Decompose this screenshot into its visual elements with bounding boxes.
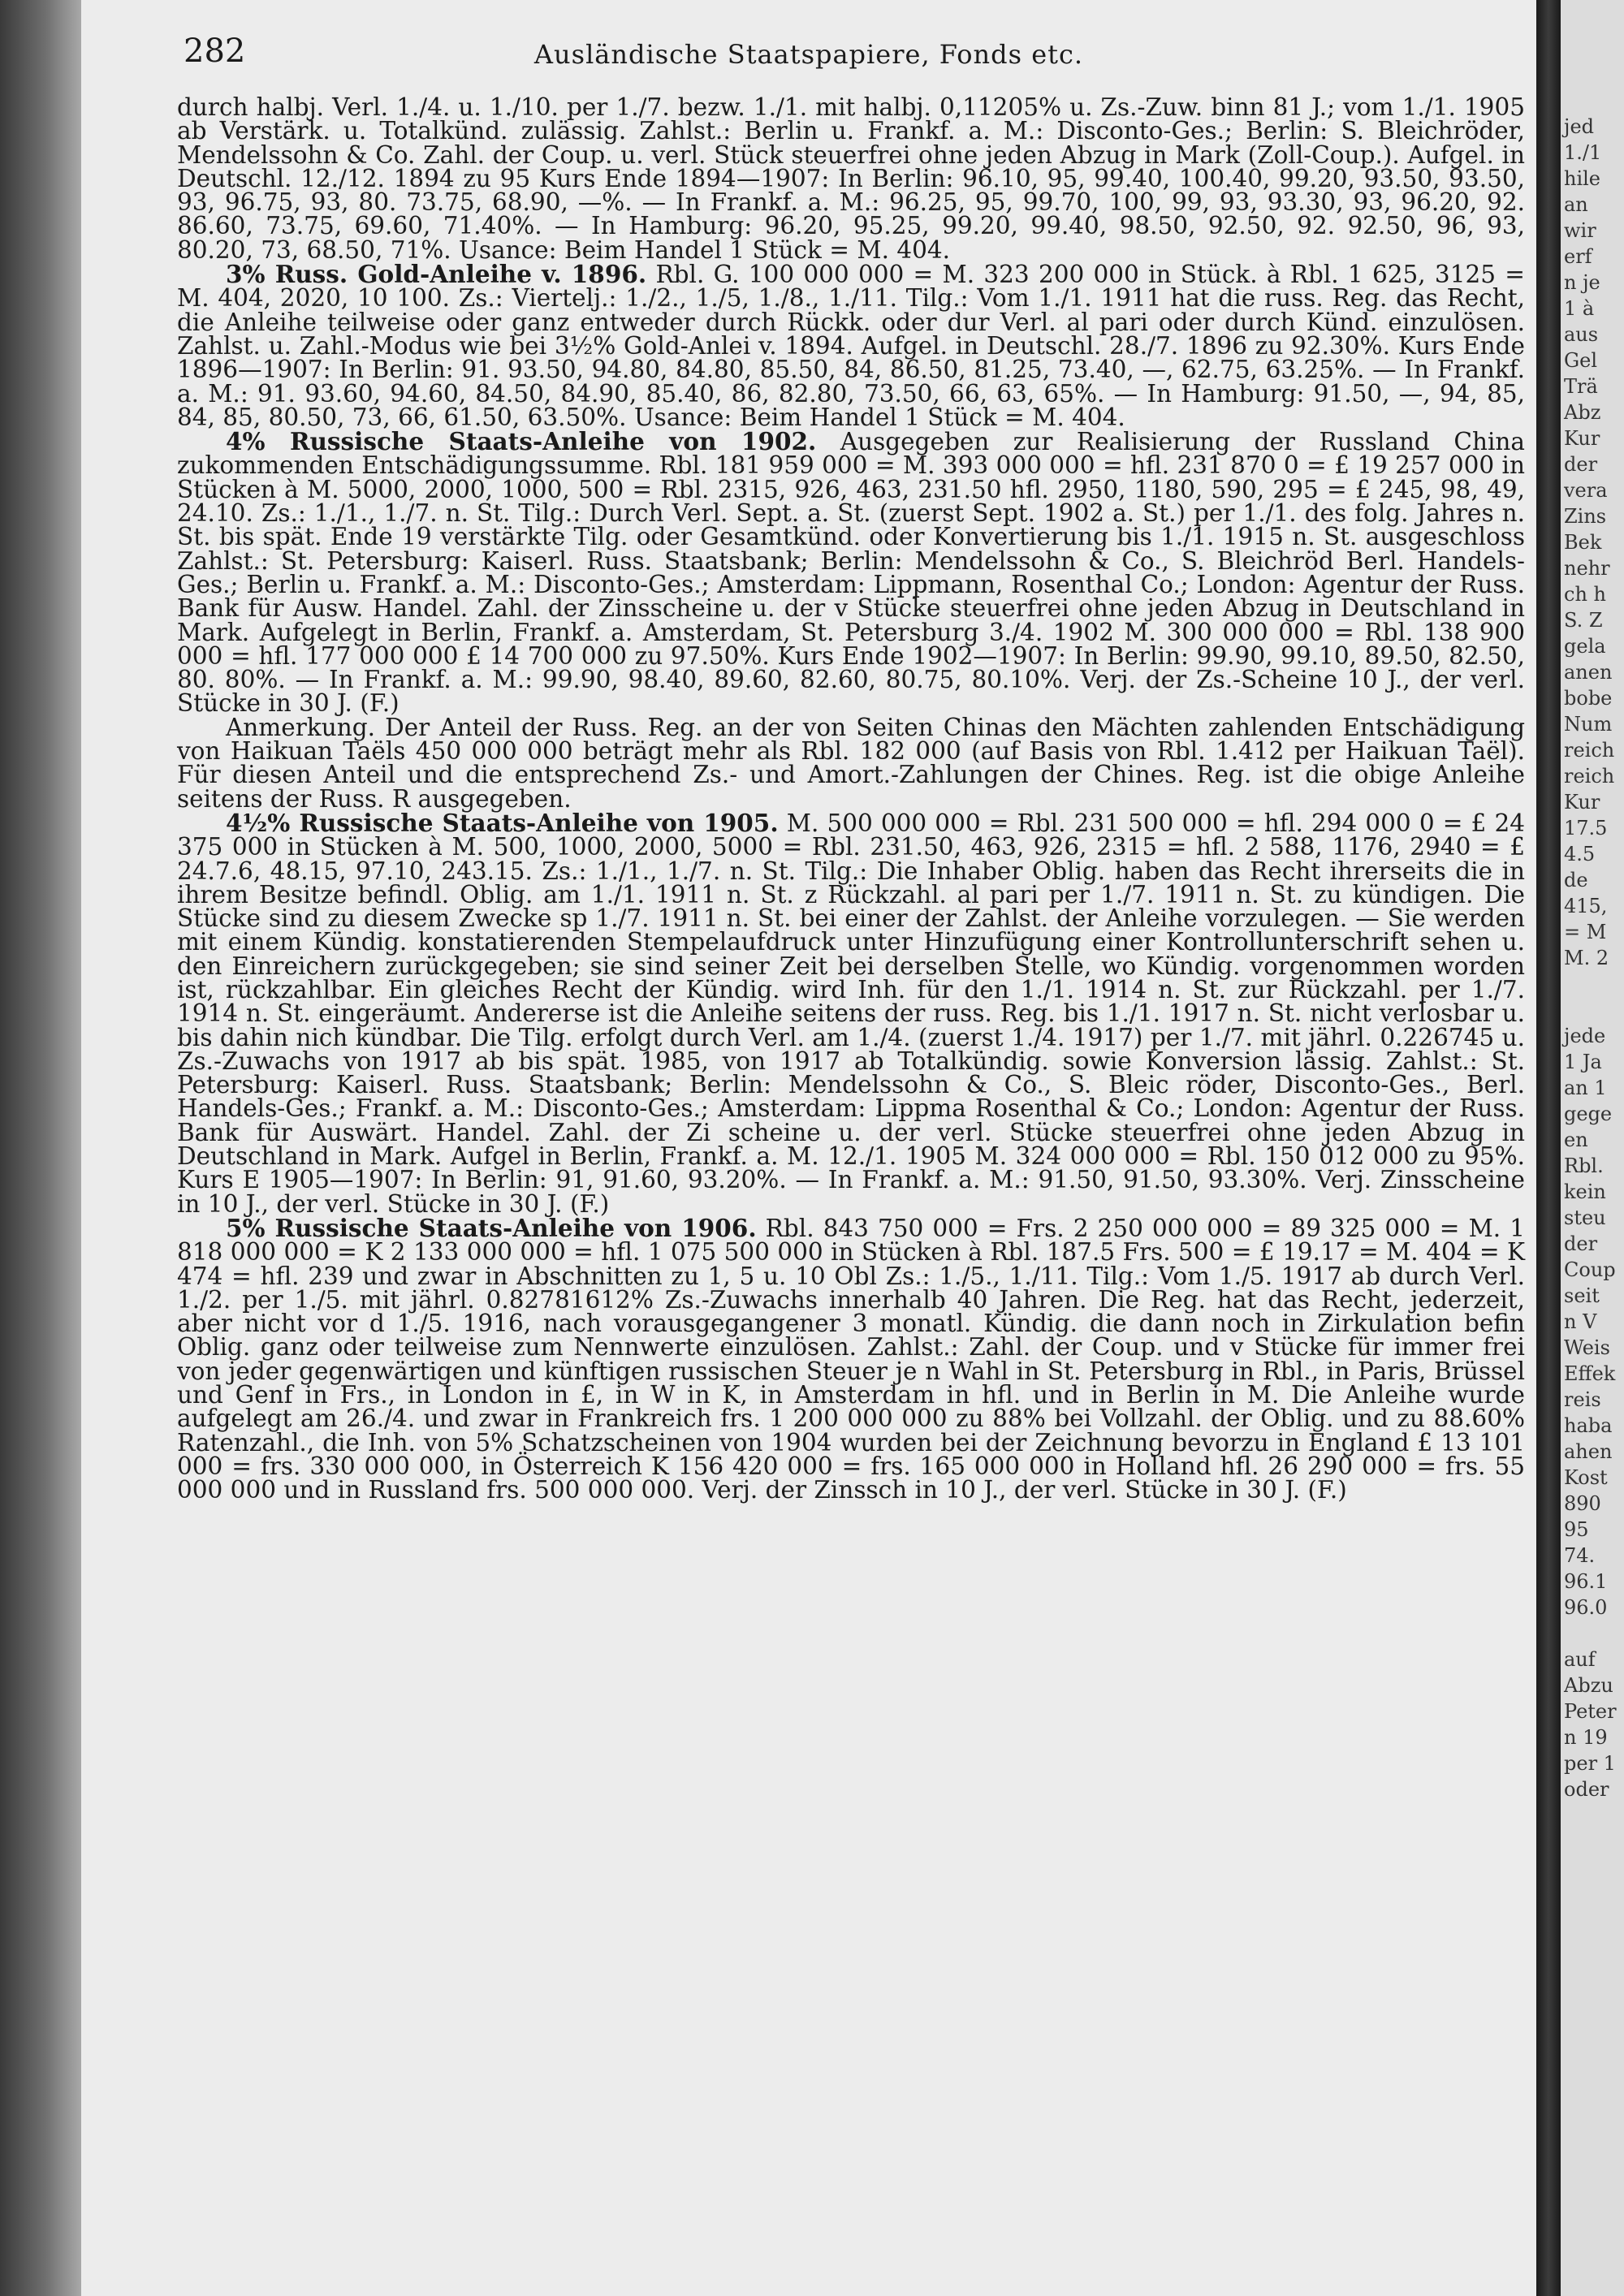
- entry-heading: 4% Russische Staats-Anleihe von 1902.: [226, 427, 817, 456]
- entry-staats-1906: [177, 1213, 1525, 1504]
- page-number: 282: [184, 32, 246, 70]
- page-body: [177, 93, 1525, 1504]
- facing-page-edge: [1561, 0, 1624, 2296]
- entry-gold-1896: [177, 262, 1525, 429]
- facing-page-text: jed 1./1 hile an wir erf n je 1 à aus Gel Trä Abz Kur der vera Zins Bek nehr ch h S. Z gela anen bobe Num reich reich Kur 17.5 4.5 de 415, = M M. 2 jede 1 Ja an 1 gege en Rbl. kein steu der Coup seit n V Weis Effek reis haba ahen Kost 890 95 74. 96.1 96.0 auf Abzu Peter n 19 per 1 oder: [1564, 115, 1617, 1801]
- running-header: [184, 32, 1434, 81]
- entry-heading: 3% Russ. Gold-Anleihe v. 1896.: [226, 260, 647, 289]
- running-title: Ausländische Staatspapiere, Fonds etc.: [533, 39, 1084, 70]
- book-gutter: [1536, 0, 1561, 2296]
- entry-text: Rbl. 843 750 000 = Frs. 2 250 000 000 = 89 325 000 = M. 1 818 000 000 = K 2 133 000 000 = hfl. 1 075 500 000 in Stücken à Rbl. 187.5 Frs. 500 = £ 19.17 = M. 404 = K 474 = hfl. 239 und zwar in Abschnitten zu 1, 5 u. 10 Obl Zs.: 1./5., 1./11. Tilg.: Vom 1./5. 1917 ab durch Verl. 1./2. per 1./5. mit jährl. 0.82781612% Zs.-Zuwachs innerhalb 40 Jahren. Die Reg. hat das Recht, jederzeit, aber nicht vor d 1./5. 1916, nach vorausgegangener 3 monatl. Kündig. die dann noch in Zirkulation befin Oblig. ganz oder teilweise zum Nennwerte einzulösen. Zahlst.: Zahl. der Coup. und v Stücke für immer frei von jeder gegenwärtigen und künftigen russischen Steuer je n Wahl in St. Petersburg in Rbl., in Paris, Brüssel und Genf in Frs., in London in £, in W in K, in Amsterdam in hfl. und in Berlin in M. Die Anleihe wurde aufgelegt am 26./4. und zwar in Frankreich frs. 1 200 000 000 zu 88% bei Vollzahl. der Oblig. und zu 88.60% Ratenzahl., die Inh. von 5% Schatzscheinen von 1904 wurden bei der Zeichnung bevorzu in England £ 13 101 000 = frs. 330 000 000, in Österreich K 156 420 000 = frs. 165 000 000 in Holland hfl. 26 290 000 = frs. 55 000 000 und in Russland frs. 500 000 000. Verj. der Zinssch in 10 J., der verl. Stücke in 30 J. (F.): [177, 1214, 1525, 1504]
- book-page: [81, 0, 1536, 2296]
- entry-text: Rbl. G. 100 000 000 = M. 323 200 000 in Stück. à Rbl. 1 625, 3125 = M. 404, 2020, 10 100. Zs.: Viertelj.: 1./2., 1./5, 1./8., 1./11. Tilg.: Vom 1./1. 1911 hat die russ. Reg. das Recht, die Anleihe teilweise oder ganz entweder durch Rückk. oder dur Verl. al pari oder durch Künd. einzulösen. Zahlst. u. Zahl.-Modus wie bei 3½% Gold-Anlei v. 1894. Aufgel. in Deutschl. 28./7. 1896 zu 92.30%. Kurs Ende 1896—1907: In Berlin: 91. 93.50, 94.80, 84.80, 85.50, 84, 86.50, 81.25, 73.40, —, 62.75, 63.25%. — In Frankf. a. M.: 91. 93.60, 94.60, 84.50, 84.90, 85.40, 86, 82.80, 73.50, 66, 63, 65%. — In Hamburg: 91.50, —, 94, 85, 84, 85, 80.50, 73, 66, 61.50, 63.50%. Usance: Beim Handel 1 Stück = M. 404.: [177, 261, 1525, 431]
- entry-text: Ausgegeben zur Realisierung der Russland China zukommenden Entschädigungssumme. Rbl. 181 959 000 = M. 393 000 000 = hfl. 231 870 0 = £ 19 257 000 in Stücken à M. 5000, 2000, 1000, 500 = Rbl. 2315, 926, 463, 231.50 hfl. 2950, 1180, 590, 295 = £ 245, 98, 49, 24.10. Zs.: 1./1., 1./7. n. St. Tilg.: Durch Verl. Sept. a. St. (zuerst Sept. 1902 a. St.) per 1./1. des folg. Jahres n. St. bis spät. Ende 19 verstärkte Tilg. oder Gesamtkünd. oder Konvertierung bis 1./1. 1915 n. St. ausgeschloss Zahlst.: St. Petersburg: Kaiserl. Russ. Staatsbank; Berlin: Mendelssohn & Co., S. Bleichröd Berl. Handels-Ges.; Berlin u. Frankf. a. M.: Disconto-Ges.; Amsterdam: Lippmann, Rosenthal Co.; London: Agentur der Russ. Bank für Ausw. Handel. Zahl. der Zinsscheine u. der v Stücke steuerfrei ohne jeden Abzug in Deutschland in Mark. Aufgelegt in Berlin, Frankf. a. Amsterdam, St. Petersburg 3./4. 1902 M. 300 000 000 = Rbl. 138 900 000 = hfl. 177 000 000 £ 14 700 000 zu 97.50%. Kurs Ende 1902—1907: In Berlin: 99.90, 99.10, 89.50, 82.50, 80. 80%. — In Frankf. a. M.: 99.90, 98.40, 89.60, 82.60, 80.75, 80.10%. Verj. der Zs.-Scheine 10 J., der verl. Stücke in 30 J. (F.): [177, 428, 1525, 718]
- note-text: Anmerkung. Der Anteil der Russ. Reg. an der von Seiten Chinas den Mächten zahlenden Entschädigung von Haikuan Taëls 450 000 000 beträgt mehr als Rbl. 182 000 (auf Basis von Rbl. 1.412 per Haikuan Taël). Für diesen Anteil und die entsprechend Zs.- und Amort.-Zahlungen der Chines. Reg. ist die obige Anleihe seitens der Russ. R ausgegeben.: [177, 713, 1525, 813]
- paragraph-text: durch halbj. Verl. 1./4. u. 1./10. per 1./7. bezw. 1./1. mit halbj. 0,11205% u. Zs.-Zuw. binn 81 J.; vom 1./1. 1905 ab Verstärk. u. Totalkünd. zulässig. Zahlst.: Berlin u. Frankf. a. M.: Disconto-Ges.; Berlin: S. Bleichröder, Mendelssohn & Co. Zahl. der Coup. u. verl. Stück steuerfrei ohne jeden Abzug in Mark (Zoll-Coup.). Aufgel. in Deutschl. 12./12. 1894 zu 95 Kurs Ende 1894—1907: In Berlin: 96.10, 95, 99.40, 100.40, 99.20, 93.50, 93.50, 93, 96.75, 93, 80. 73.75, 68.90, —%. — In Frankf. a. M.: 96.25, 95, 99.70, 100, 99, 93, 93.30, 93, 96.20, 92. 86.60, 73.75, 69.60, 71.40%. — In Hamburg: 96.20, 95.25, 99.20, 99.40, 98.50, 92.50, 92. 92.50, 96, 93, 80.20, 73, 68.50, 71%. Usance: Beim Handel 1 Stück = M. 404.: [177, 93, 1525, 264]
- entry-staats-1902: [177, 429, 1525, 716]
- entry-heading: 4½% Russische Staats-Anleihe von 1905.: [226, 808, 779, 837]
- entry-heading: 5% Russische Staats-Anleihe von 1906.: [226, 1213, 757, 1242]
- entry-text: M. 500 000 000 = Rbl. 231 500 000 = hfl. 294 000 0 = £ 24 375 000 in Stücken à M. 500, 1000, 2000, 5000 = Rbl. 231.50, 463, 926, 2315 = hfl. 2 588, 1176, 2940 = £ 24.7.6, 48.15, 97.10, 243.15. Zs.: 1./1., 1./7. n. St. Tilg.: Die Inhaber Oblig. haben das Recht ihrerseits die in ihrem Besitze befindl. Oblig. am 1./1. 1911 n. St. z Rückzahl. al pari per 1./7. 1911 n. St. zu kündigen. Die Stücke sind zu diesem Zwecke sp 1./7. 1911 n. St. bei einer der Zahlst. der Anleihe vorzulegen. — Sie werden mit einem Kündig. konstatierenden Stempelaufdruck unter Hinzufügung einer Kontrollunterschrift sehen u. den Einreichern zurückgegeben; sie sind seiner Zeit bei derselben Stelle, wo Kündig. vorgenommen worden ist, rückzahlbar. Ein gleiches Recht der Kündig. wird Inh. für den 1./1. 1914 n. St. zur Rückzahl. per 1./7. 1914 n. St. eingeräumt. Andererse ist die Anleihe seitens der russ. Reg. bis 1./1. 1917 n. St. nicht verlosbar u. bis dahin nich kündbar. Die Tilg. erfolgt durch Verl. am 1./4. (zuerst 1./4. 1917) per 1./7. mit jährl. 0.226745 u. Zs.-Zuwachs von 1917 ab bis spät. 1985, von 1917 ab Totalkündig. sowie Konversion lässig. Zahlst.: St. Petersburg: Kaiserl. Russ. Staatsbank; Berlin: Mendelssohn & Co., S. Bleic röder, Disconto-Ges., Berl. Handels-Ges.; Frankf. a. M.: Disconto-Ges.; Amsterdam: Lippma Rosenthal & Co.; London: Agentur der Russ. Bank für Auswärt. Handel. Zahl. der Zi scheine u. der verl. Stücke steuerfrei ohne jeden Abzug in Deutschland in Mark. Aufgel in Berlin, Frankf. a. M. 12./1. 1905 M. 324 000 000 = Rbl. 150 012 000 zu 95%. Kurs E 1905—1907: In Berlin: 91, 91.60, 93.20%. — In Frankf. a. M.: 91.50, 91.50, 93.30%. Verj. Zinsscheine in 10 J., der verl. Stücke in 30 J. (F.): [177, 809, 1525, 1218]
- intro-paragraph: [177, 93, 1525, 264]
- note-anmerkung: [177, 713, 1525, 813]
- scan-left-edge: [0, 0, 81, 2296]
- entry-staats-1905: [177, 808, 1525, 1218]
